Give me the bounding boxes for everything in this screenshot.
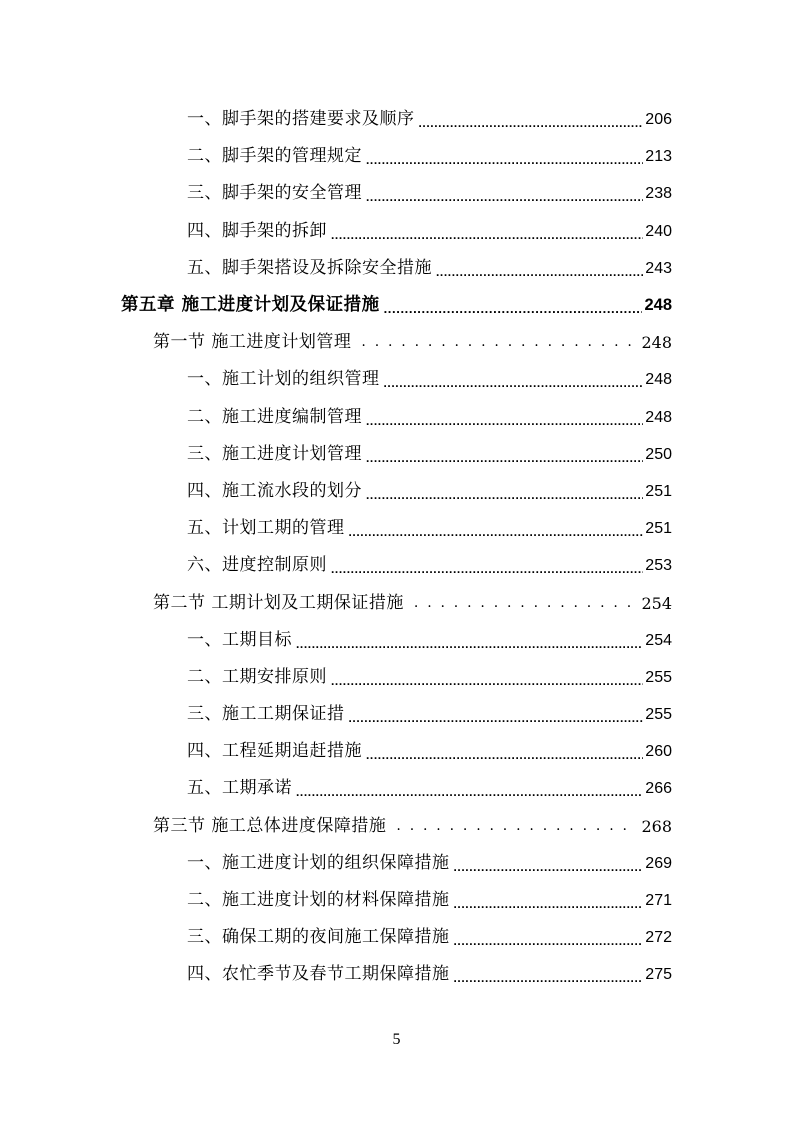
toc-leader-dots: [454, 956, 644, 993]
toc-leader-dots: [366, 473, 643, 510]
toc-entry[interactable]: [0, 696, 672, 733]
toc-entry-title: 三、施工工期保证措: [187, 704, 345, 725]
toc-entry[interactable]: [0, 882, 672, 919]
toc-entry-title: 四、工程延期追赶措施: [187, 741, 362, 762]
toc-leader-dots: [454, 845, 644, 882]
toc-entry-page: 248: [644, 296, 672, 315]
toc-section-entry[interactable]: [0, 808, 672, 845]
toc-entry-title: 三、脚手架的安全管理: [187, 183, 362, 204]
toc-entry-title: 二、施工进度计划的材料保障措施: [187, 890, 450, 911]
toc-entry-page: 271: [645, 892, 672, 910]
toc-entry-title: 三、施工进度计划管理: [187, 443, 362, 464]
toc-chapter-entry[interactable]: [0, 287, 672, 324]
toc-leader-dots: [366, 175, 643, 212]
toc-entry[interactable]: [0, 138, 672, 175]
table-of-contents: [0, 101, 793, 994]
toc-entry-title: 五、工期承诺: [187, 778, 292, 799]
toc-entry-page: 243: [645, 259, 672, 277]
toc-entry-title: 六、进度控制原则: [187, 555, 327, 576]
toc-entry-title: 三、确保工期的夜间施工保障措施: [187, 927, 450, 948]
toc-leader-dots: [366, 436, 643, 473]
toc-leader-dots: [396, 808, 633, 845]
toc-entry[interactable]: [0, 101, 672, 138]
toc-entry[interactable]: [0, 473, 672, 510]
toc-entry-page: 248: [645, 371, 672, 389]
toc-entry[interactable]: [0, 659, 672, 696]
toc-leader-dots: [296, 770, 643, 807]
toc-leader-dots: [436, 250, 643, 287]
toc-entry[interactable]: [0, 956, 672, 993]
toc-entry-page: 255: [645, 706, 672, 724]
toc-entry[interactable]: [0, 919, 672, 956]
toc-section-entry[interactable]: [0, 584, 672, 621]
toc-entry-page: 272: [645, 929, 672, 947]
toc-entry-title: 一、脚手架的搭建要求及顺序: [187, 109, 415, 130]
toc-entry-page: 266: [645, 780, 672, 798]
toc-leader-dots: [454, 882, 644, 919]
toc-entry[interactable]: [0, 436, 672, 473]
toc-leader-dots: [361, 324, 633, 361]
toc-section-title: 第一节 施工进度计划管理: [153, 332, 352, 353]
toc-entry[interactable]: [0, 510, 672, 547]
toc-entry-page: 275: [645, 966, 672, 984]
toc-leader-dots: [384, 361, 644, 398]
toc-section-entry[interactable]: [0, 324, 672, 361]
toc-entry[interactable]: [0, 250, 672, 287]
toc-entry-title: 五、计划工期的管理: [187, 518, 345, 539]
toc-entry-title: 五、脚手架搭设及拆除安全措施: [187, 257, 432, 278]
toc-leader-dots: [366, 733, 643, 770]
toc-leader-dots: [366, 138, 643, 175]
toc-leader-dots: [331, 213, 643, 250]
toc-entry-page: 254: [645, 631, 672, 649]
toc-entry-page: 253: [645, 557, 672, 575]
toc-entry-page: 248: [645, 408, 672, 426]
toc-leader-dots: [349, 696, 644, 733]
toc-entry-title: 二、施工进度编制管理: [187, 406, 362, 427]
toc-leader-dots: [366, 399, 643, 436]
toc-entry-title: 一、施工进度计划的组织保障措施: [187, 852, 450, 873]
toc-entry-page: 240: [645, 222, 672, 240]
toc-entry-title: 二、脚手架的管理规定: [187, 146, 362, 167]
toc-leader-dots: [419, 101, 644, 138]
toc-entry-page: 248: [641, 333, 672, 353]
toc-entry[interactable]: [0, 175, 672, 212]
toc-leader-dots: [454, 919, 644, 956]
toc-entry[interactable]: [0, 547, 672, 584]
toc-entry-title: 四、农忙季节及春节工期保障措施: [187, 964, 450, 985]
toc-entry-page: 268: [641, 816, 672, 836]
toc-entry[interactable]: [0, 399, 672, 436]
toc-entry-page: 254: [641, 593, 672, 613]
toc-entry-title: 二、工期安排原则: [187, 666, 327, 687]
toc-entry-page: 255: [645, 668, 672, 686]
toc-entry[interactable]: [0, 845, 672, 882]
toc-leader-dots: [331, 547, 643, 584]
toc-leader-dots: [414, 585, 634, 622]
page-number: 5: [392, 1031, 401, 1048]
toc-leader-dots: [384, 287, 643, 324]
toc-leader-dots: [349, 510, 644, 547]
toc-section-title: 第三节 施工总体进度保障措施: [153, 815, 387, 836]
toc-leader-dots: [296, 622, 643, 659]
toc-entry-page: 206: [645, 111, 672, 129]
toc-entry-title: 四、脚手架的拆卸: [187, 220, 327, 241]
toc-entry-page: 251: [645, 520, 672, 538]
toc-entry[interactable]: [0, 622, 672, 659]
toc-entry[interactable]: [0, 213, 672, 250]
toc-entry-title: 四、施工流水段的划分: [187, 480, 362, 501]
toc-entry[interactable]: [0, 733, 672, 770]
toc-entry-page: 238: [645, 185, 672, 203]
toc-entry[interactable]: [0, 361, 672, 398]
toc-entry-title: 一、施工计划的组织管理: [187, 369, 380, 390]
toc-entry-page: 269: [645, 854, 672, 872]
toc-section-title: 第二节 工期计划及工期保证措施: [153, 592, 404, 613]
toc-entry-page: 250: [645, 445, 672, 463]
toc-entry-page: 251: [645, 482, 672, 500]
toc-entry[interactable]: [0, 770, 672, 807]
toc-entry-page: 213: [645, 148, 672, 166]
toc-entry-page: 260: [645, 743, 672, 761]
toc-entry-title: 一、工期目标: [187, 629, 292, 650]
toc-leader-dots: [331, 659, 643, 696]
toc-chapter-title: 第五章 施工进度计划及保证措施: [121, 295, 380, 316]
